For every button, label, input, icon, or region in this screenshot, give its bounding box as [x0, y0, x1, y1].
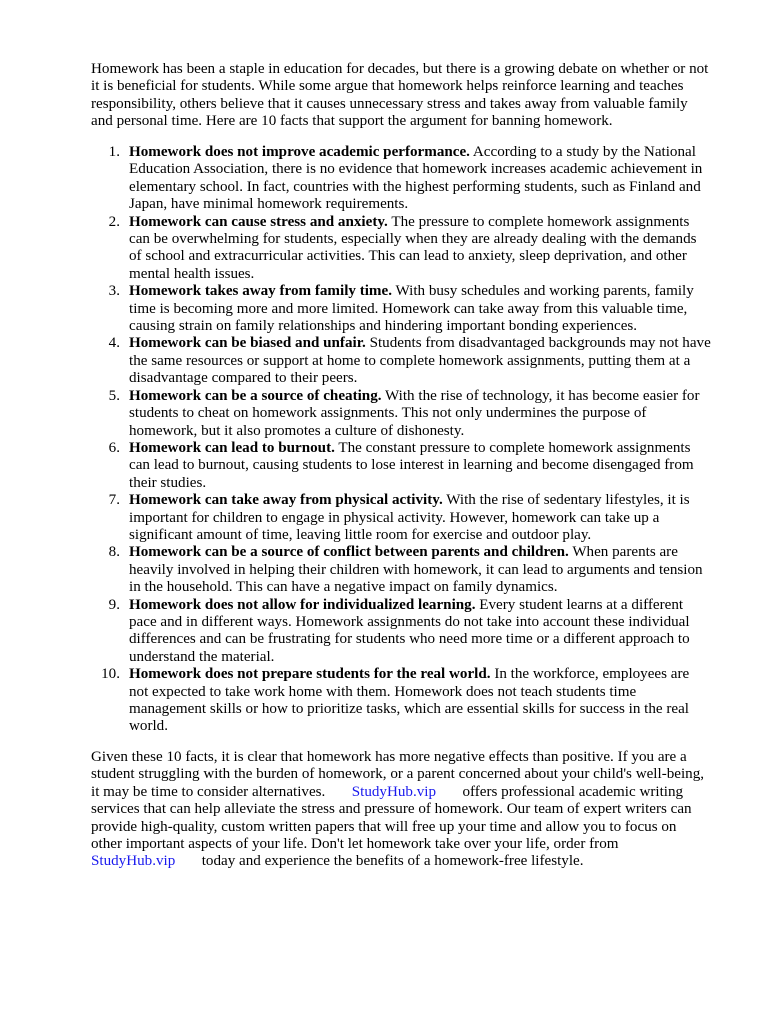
item-title: Homework can take away from physical activity. — [129, 492, 443, 509]
item-body: Students from disadvantaged backgrounds may not have the same resources or support at home to complete homework assignments, putting them at a disadvantage compared to their peers. — [129, 335, 711, 387]
item-body: In the workforce, employees are not expected to take work home with them. Homework does not teach students time management skills or how to prioritize tasks, which are essential skills for success in the real world. — [129, 666, 690, 735]
item-body: The constant pressure to complete homework assignments can lead to burnout, causing students to lose interest in learning and become disengaged from their studies. — [129, 439, 694, 491]
intro-paragraph: Homework has been a staple in education for decades, but there is a growing debate on whether or not it is beneficial for students. While some argue that homework helps reinforce learning and teaches responsibility, others believe that it causes unnecessary stress and takes away from valuable family and personal time. Here are 10 facts that support the argument for banning homework. — [91, 61, 709, 130]
item-title: Homework does not allow for individualized learning. — [129, 596, 476, 613]
item-title: Homework does not improve academic performance. — [129, 144, 470, 160]
item-body: With the rise of technology, it has become easier for students to cheat on homework assignments. This not only undermines the purpose of homework, but it also promotes a culture of dishonesty. — [129, 387, 700, 439]
list-item — [91, 283, 711, 335]
item-title: Homework can cause stress and anxiety. — [129, 213, 388, 230]
item-body: According to a study by the National Education Association, there is no evidence that homework increases academic achievement in elementary school. In fact, countries with the highest performing students, such as Finland and Japan, have minimal homework requirements. — [129, 144, 703, 213]
item-number: 6. — [108, 439, 120, 456]
conclusion-paragraph — [91, 749, 711, 871]
studyhub-link[interactable]: StudyHub.vip — [351, 783, 437, 800]
list-item — [91, 388, 711, 440]
item-body: With busy schedules and working parents, family time is becoming more and more limited. Homework can take away from this valuable time, causing strain on family relationships and hindering important bonding experiences. — [129, 283, 694, 335]
list-item — [91, 492, 711, 544]
item-title: Homework can lead to burnout. — [129, 439, 335, 456]
item-body: When parents are heavily involved in helping their children with homework, it can lead to arguments and tension in the household. This can have a negative impact on family dynamics. — [129, 544, 703, 596]
item-number: 4. — [108, 335, 120, 352]
list-item — [91, 597, 711, 667]
item-number: 2. — [108, 213, 120, 230]
item-number: 7. — [108, 492, 120, 509]
list-item — [91, 440, 711, 492]
item-title: Homework can be a source of cheating. — [129, 387, 382, 404]
item-title: Homework takes away from family time. — [129, 283, 392, 300]
list-item — [91, 544, 711, 596]
item-body: The pressure to complete homework assignments can be overwhelming for students, especially when they are already dealing with the demands of school and extracurricular activities. This can lead to anxiety, sleep deprivation, and other mental health issues. — [129, 213, 697, 282]
list-item — [91, 666, 711, 736]
item-number: 1. — [108, 144, 120, 160]
list-item — [91, 214, 711, 284]
item-body: With the rise of sedentary lifestyles, it is important for children to engage in physical activity. However, homework can take up a significant amount of time, leaving little room for exercise and outdoor play. — [129, 492, 690, 543]
item-body: Every student learns at a different pace and in different ways. Homework assignments do not take into account these individual differences and can be frustrating for students who need more time or a different approach to understand the material. — [129, 596, 690, 665]
facts-list — [91, 144, 711, 736]
item-number: 5. — [108, 387, 120, 404]
conclusion-text: today and experience the benefits of a homework-free lifestyle. — [201, 853, 584, 870]
conclusion-text: offers professional academic writing services that can help alleviate the stress and pressure of homework. Our team of expert writers can provide high-quality, custom written papers that will free up your time and allow you to focus on other important aspects of your life. Don't let homework take over your life, order from — [91, 783, 692, 853]
item-number: 10. — [101, 666, 120, 683]
studyhub-link[interactable]: StudyHub.vip — [91, 853, 176, 870]
list-item — [91, 335, 711, 387]
conclusion-text: Given these 10 facts, it is clear that homework has more negative effects than positive. If you are a student struggling with the burden of homework, or a parent concerned about your child's well-being, it may be time to consider alternatives. — [91, 749, 705, 800]
item-title: Homework does not prepare students for the real world. — [129, 666, 491, 683]
item-title: Homework can be biased and unfair. — [129, 335, 366, 352]
item-number: 8. — [108, 544, 120, 561]
item-number: 3. — [108, 283, 120, 300]
item-number: 9. — [108, 596, 120, 613]
list-item — [91, 144, 711, 214]
item-title: Homework can be a source of conflict between parents and children. — [129, 544, 569, 561]
